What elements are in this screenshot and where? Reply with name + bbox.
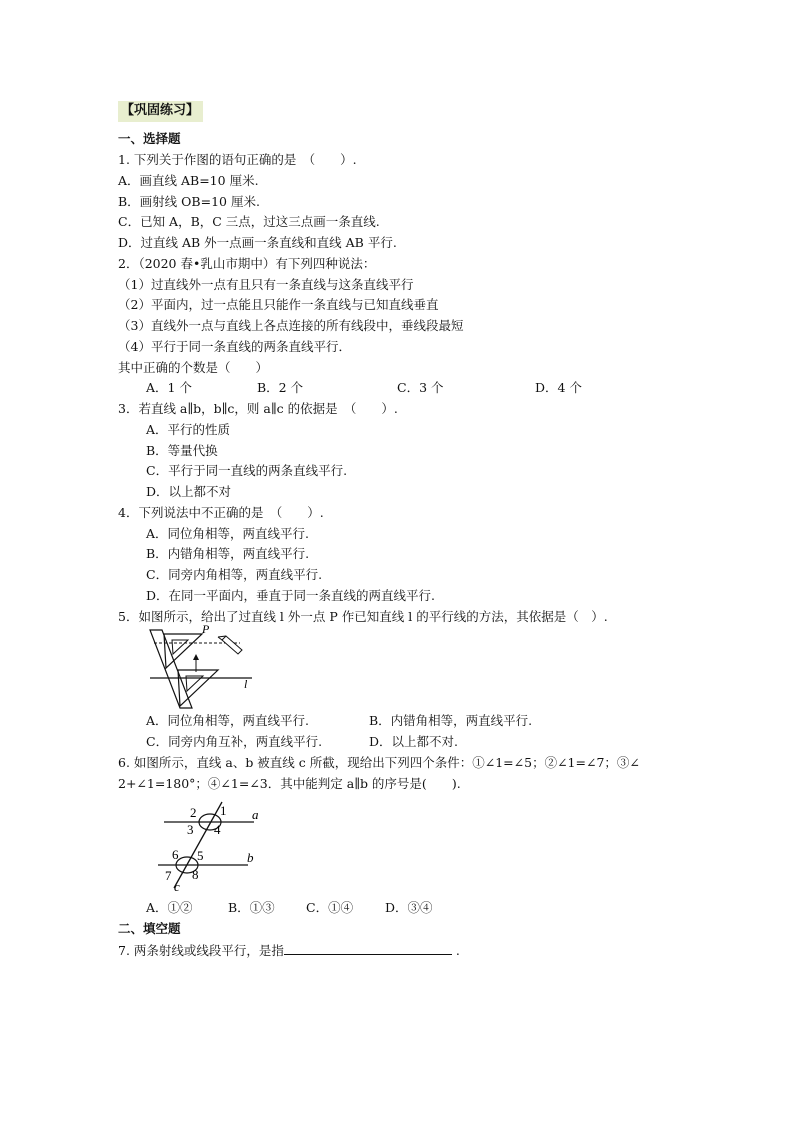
q4-option-c: C．同旁内角相等，两直线平行. [146,567,323,582]
q5-option-d: D．以上都不对. [369,734,458,749]
angle-label-7: 7 [165,868,172,883]
q1-option-a: A．画直线 AB=10 厘米. [118,173,259,188]
q4-option-d: D．在同一平面内，垂直于同一条直线的两直线平行. [146,588,435,603]
q2-option-c: C．3 个 [397,380,444,395]
question-7-tail: . [455,943,460,958]
q2-option-b: B．2 个 [257,380,304,395]
question-6-stem-line1: 6. 如图所示，直线 a、b 被直线 c 所截，现给出下列四个条件：①∠1=∠5；②∠1=∠7；③∠ [118,755,640,770]
q6-option-b: B．①③ [228,900,275,915]
q6-option-c: C．①④ [306,900,354,915]
question-3-stem: 3．若直线 a∥b，b∥c，则 a∥c 的依据是 （ ）. [118,401,398,416]
angle-label-2: 2 [190,805,197,820]
question-4-stem: 4．下列说法中不正确的是 （ ）. [118,505,324,520]
q1-option-d: D．过直线 AB 外一点画一条直线和直线 AB 平行. [118,235,397,250]
q7-answer-blank[interactable] [284,942,452,955]
q5-option-c: C．同旁内角互补，两直线平行. [146,734,323,749]
angle-label-3: 3 [187,822,194,837]
q3-option-b: B．等量代换 [146,443,218,458]
q5-option-a: A．同位角相等，两直线平行. [146,713,310,728]
label-line-l: l [244,677,248,691]
question-6-stem-line2: 2+∠1=180°；④∠1=∠3．其中能判定 a∥b 的序号是( ). [118,776,461,791]
label-line-b: b [247,850,254,865]
angle-label-5: 5 [197,848,204,863]
question-7 [118,942,460,959]
label-point-p: P [202,622,210,636]
q1-option-c: C．已知 A，B，C 三点，过这三点画一条直线. [118,214,380,229]
q2-statement-4: （4）平行于同一条直线的两条直线平行． [118,339,351,354]
section-heading-fill-blank: 二、填空题 [118,921,181,936]
q4-option-b: B．内错角相等，两直线平行. [146,546,310,561]
question-7-stem: 7. 两条射线或线段平行，是指 [118,943,284,958]
q4-option-a: A．同位角相等，两直线平行. [146,526,310,541]
question-2-stem: 2．（2020 春•乳山市期中）有下列四种说法： [118,256,376,271]
q2-statement-3: （3）直线外一点与直线上各点连接的所有线段中，垂线段最短 [118,318,464,333]
q3-option-d: D．以上都不对 [146,484,232,499]
q2-statement-2: （2）平面内，过一点能且只能作一条直线与已知直线垂直 [118,297,439,312]
angle-label-6: 6 [172,847,179,862]
q1-option-b: B．画射线 OB=10 厘米. [118,194,260,209]
section-tag: 【巩固练习】 [118,101,203,122]
q6-transversal-figure [150,798,270,894]
label-line-a: a [252,807,259,822]
q6-option-a: A．①② [146,900,193,915]
q3-option-a: A．平行的性质 [146,422,231,437]
q2-question: 其中正确的个数是（ ） [118,360,269,375]
angle-label-8: 8 [192,867,199,882]
section-heading-choice: 一、选择题 [118,131,181,146]
question-5-stem: 5．如图所示，给出了过直线 l 外一点 P 作已知直线 l 的平行线的方法，其依据是（ ）. [118,609,608,624]
q5-triangle-ruler-figure [140,624,270,710]
q3-option-c: C．平行于同一直线的两条直线平行. [146,463,348,478]
q6-option-d: D．③④ [385,900,433,915]
q2-option-a: A．1 个 [146,380,192,395]
angle-label-1: 1 [220,803,227,818]
set-square-upper-inner [172,640,188,654]
pencil-icon [218,636,242,654]
angle-label-4: 4 [214,822,221,837]
label-line-c: c [174,879,180,894]
q2-statement-1: （1）过直线外一点有且只有一条直线与这条直线平行 [118,277,414,292]
q2-option-d: D．4 个 [535,380,582,395]
q5-option-b: B．内错角相等，两直线平行. [369,713,533,728]
slide-arrow-head [193,654,199,660]
question-1-stem: 1. 下列关于作图的语句正确的是 （ ）. [118,152,357,167]
